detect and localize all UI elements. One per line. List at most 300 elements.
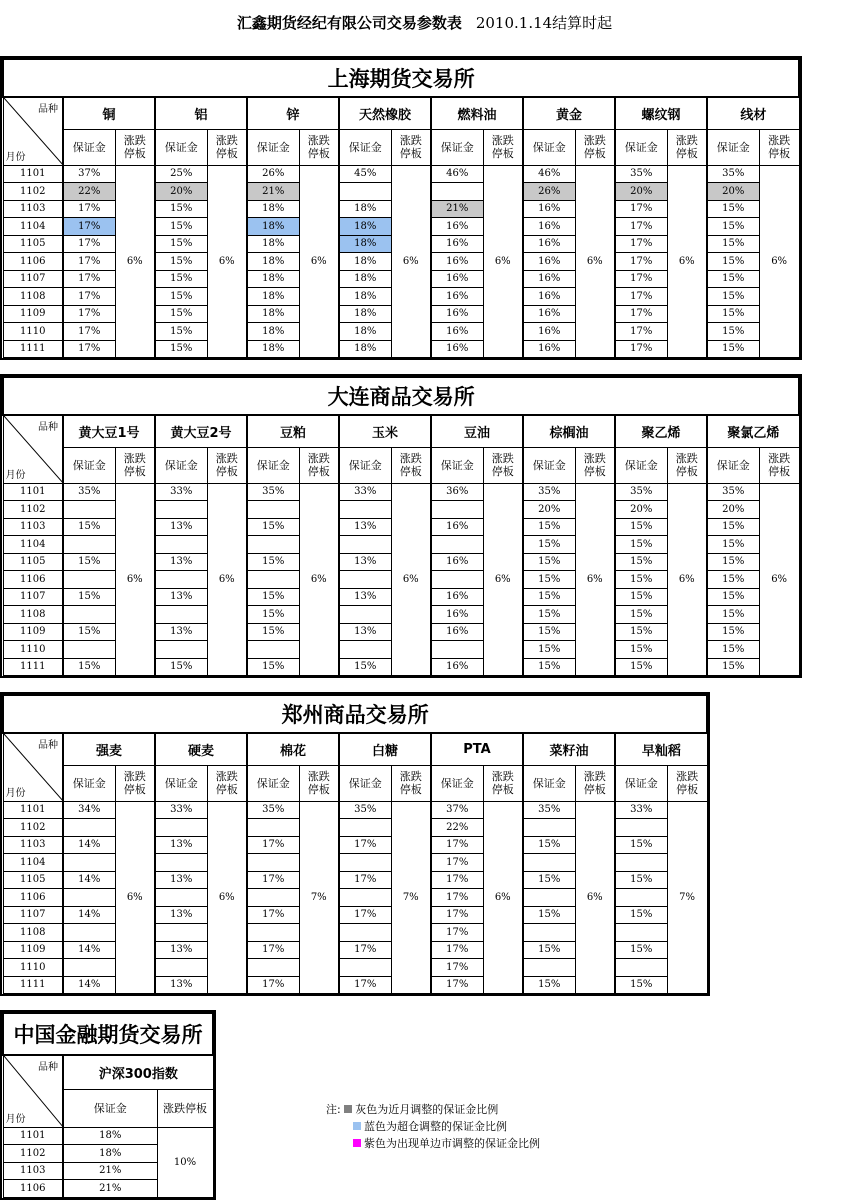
margin-cell: 15%: [707, 606, 759, 624]
month-cell: 1102: [3, 183, 63, 201]
margin-cell: 16%: [431, 218, 483, 236]
margin-header: 保证金: [523, 129, 575, 165]
limit-header: 涨跌停板: [575, 765, 615, 801]
margin-cell: 17%: [63, 270, 115, 288]
limit-cell: 6%: [483, 483, 523, 676]
month-cell: 1111: [3, 340, 63, 358]
margin-cell: 13%: [339, 518, 391, 536]
margin-cell: 15%: [523, 906, 575, 924]
limit-header: 涨跌停板: [483, 447, 523, 483]
margin-cell: 17%: [63, 340, 115, 358]
margin-cell: 15%: [707, 588, 759, 606]
variety-label: 品种: [38, 422, 58, 433]
margin-cell: 33%: [155, 483, 207, 501]
month-cell: 1102: [3, 1145, 63, 1163]
margin-cell: 15%: [247, 588, 299, 606]
limit-cell: 6%: [207, 801, 247, 994]
month-cell: 1103: [3, 518, 63, 536]
margin-cell: 35%: [707, 165, 759, 183]
month-cell: 1107: [3, 270, 63, 288]
margin-cell: 15%: [707, 270, 759, 288]
margin-cell: 17%: [615, 288, 667, 306]
margin-cell: 15%: [615, 571, 667, 589]
margin-cell: 15%: [707, 200, 759, 218]
margin-cell: 17%: [63, 323, 115, 341]
margin-cell: 26%: [247, 165, 299, 183]
margin-cell: [339, 501, 391, 519]
page-title: [0, 12, 849, 33]
limit-cell: 6%: [115, 483, 155, 676]
margin-cell: 14%: [63, 836, 115, 854]
month-cell: 1104: [3, 536, 63, 554]
margin-cell: 16%: [431, 588, 483, 606]
variety-label: 品种: [38, 1062, 58, 1073]
margin-cell: 17%: [431, 976, 483, 994]
margin-cell: 18%: [63, 1145, 157, 1163]
product-name: 铝: [155, 97, 247, 129]
margin-cell: 15%: [155, 253, 207, 271]
margin-cell: 20%: [155, 183, 207, 201]
margin-cell: 15%: [707, 305, 759, 323]
product-name: 豆粕: [247, 415, 339, 447]
corner-cell: [3, 97, 63, 165]
margin-cell: [247, 854, 299, 872]
margin-cell: 17%: [615, 270, 667, 288]
margin-cell: 16%: [523, 200, 575, 218]
margin-cell: 15%: [155, 323, 207, 341]
margin-cell: 15%: [339, 658, 391, 676]
margin-cell: 15%: [615, 836, 667, 854]
month-cell: 1101: [3, 1127, 63, 1145]
limit-cell: 6%: [575, 801, 615, 994]
margin-cell: 13%: [155, 623, 207, 641]
margin-header: 保证金: [155, 129, 207, 165]
limit-cell: 7%: [299, 801, 339, 994]
margin-cell: [339, 536, 391, 554]
margin-cell: 18%: [247, 235, 299, 253]
product-name: 棕榈油: [523, 415, 615, 447]
limit-header: 涨跌停板: [207, 447, 247, 483]
margin-cell: 16%: [431, 235, 483, 253]
margin-cell: 17%: [339, 871, 391, 889]
margin-cell: 21%: [63, 1162, 157, 1180]
title-date: 2010.1.14结算时起: [475, 14, 613, 32]
table-row: [3, 483, 799, 501]
margin-cell: 17%: [339, 906, 391, 924]
limit-header: 涨跌停板: [157, 1089, 213, 1127]
margin-header: 保证金: [523, 765, 575, 801]
margin-cell: [339, 183, 391, 201]
margin-cell: 17%: [63, 200, 115, 218]
month-cell: 1110: [3, 323, 63, 341]
margin-cell: 13%: [155, 906, 207, 924]
margin-cell: 15%: [155, 200, 207, 218]
margin-cell: 16%: [431, 305, 483, 323]
margin-cell: 20%: [523, 501, 575, 519]
margin-cell: 17%: [339, 941, 391, 959]
margin-cell: 37%: [431, 801, 483, 819]
product-name: 玉米: [339, 415, 431, 447]
margin-cell: 26%: [523, 183, 575, 201]
limit-cell: 7%: [667, 801, 707, 994]
margin-cell: 17%: [431, 836, 483, 854]
limit-header: 涨跌停板: [115, 129, 155, 165]
margin-cell: [431, 571, 483, 589]
product-name: 菜籽油: [523, 733, 615, 765]
product-name: 天然橡胶: [339, 97, 431, 129]
margin-cell: 15%: [523, 941, 575, 959]
margin-cell: 15%: [707, 253, 759, 271]
limit-cell: 6%: [115, 801, 155, 994]
margin-cell: [339, 641, 391, 659]
limit-cell: 6%: [759, 483, 799, 676]
exchange-table-dce: [2, 376, 800, 676]
month-cell: 1106: [3, 253, 63, 271]
margin-cell: [523, 854, 575, 872]
margin-cell: [63, 606, 115, 624]
margin-cell: 35%: [615, 483, 667, 501]
margin-cell: 15%: [523, 606, 575, 624]
limit-header: 涨跌停板: [299, 447, 339, 483]
legend-text: 蓝色为超仓调整的保证金比例: [364, 1120, 507, 1133]
exchange-table-shfe: [2, 58, 800, 358]
legend-row-gray: [326, 1101, 540, 1118]
limit-header: 涨跌停板: [299, 129, 339, 165]
margin-cell: [63, 501, 115, 519]
margin-cell: 17%: [63, 305, 115, 323]
margin-header: 保证金: [247, 129, 299, 165]
margin-cell: 16%: [431, 288, 483, 306]
margin-cell: 16%: [523, 323, 575, 341]
margin-cell: 15%: [707, 218, 759, 236]
margin-cell: 16%: [523, 340, 575, 358]
margin-header: 保证金: [431, 447, 483, 483]
margin-cell: 13%: [155, 871, 207, 889]
blue-square-icon: [353, 1122, 361, 1130]
exchange-name: 上海期货交易所: [3, 59, 799, 97]
margin-cell: 18%: [63, 1127, 157, 1145]
margin-cell: [63, 924, 115, 942]
legend: [326, 1101, 540, 1152]
month-cell: 1105: [3, 871, 63, 889]
month-cell: 1107: [3, 906, 63, 924]
margin-cell: [155, 501, 207, 519]
month-cell: 1111: [3, 976, 63, 994]
product-name: 黄大豆1号: [63, 415, 155, 447]
margin-cell: 17%: [431, 854, 483, 872]
margin-cell: 17%: [339, 976, 391, 994]
title-text: 汇鑫期货经纪有限公司交易参数表: [236, 14, 462, 32]
margin-cell: 35%: [247, 801, 299, 819]
margin-cell: 17%: [615, 200, 667, 218]
margin-cell: 34%: [63, 801, 115, 819]
margin-cell: 17%: [431, 941, 483, 959]
limit-header: 涨跌停板: [667, 447, 707, 483]
margin-cell: 37%: [63, 165, 115, 183]
margin-cell: 18%: [339, 270, 391, 288]
month-cell: 1109: [3, 941, 63, 959]
margin-cell: 25%: [155, 165, 207, 183]
product-name: 豆油: [431, 415, 523, 447]
month-cell: 1102: [3, 819, 63, 837]
margin-cell: [247, 959, 299, 977]
margin-cell: 45%: [339, 165, 391, 183]
margin-cell: 17%: [615, 340, 667, 358]
margin-cell: 17%: [63, 218, 115, 236]
month-cell: 1108: [3, 288, 63, 306]
month-cell: 1111: [3, 658, 63, 676]
margin-cell: 15%: [615, 641, 667, 659]
table-row: [3, 1127, 213, 1145]
product-name: 黄大豆2号: [155, 415, 247, 447]
margin-cell: [523, 889, 575, 907]
limit-header: 涨跌停板: [575, 447, 615, 483]
margin-cell: 15%: [707, 623, 759, 641]
month-label: 月份: [5, 1113, 26, 1125]
limit-cell: 6%: [207, 483, 247, 676]
corner-cell: [3, 1055, 63, 1127]
margin-cell: 15%: [523, 976, 575, 994]
margin-cell: [339, 959, 391, 977]
margin-cell: 15%: [707, 323, 759, 341]
margin-cell: 15%: [523, 588, 575, 606]
month-cell: 1105: [3, 553, 63, 571]
margin-cell: 18%: [247, 305, 299, 323]
limit-header: 涨跌停板: [575, 129, 615, 165]
margin-header: 保证金: [63, 1089, 157, 1127]
margin-cell: 15%: [247, 553, 299, 571]
margin-cell: 15%: [155, 218, 207, 236]
margin-header: 保证金: [339, 447, 391, 483]
margin-cell: 15%: [63, 518, 115, 536]
margin-cell: [247, 641, 299, 659]
variety-label: 品种: [38, 740, 58, 751]
product-name: 铜: [63, 97, 155, 129]
exchange-table-cffex: [2, 1012, 214, 1198]
margin-cell: 13%: [155, 941, 207, 959]
exchange-name-row: [3, 59, 799, 97]
margin-cell: 15%: [523, 836, 575, 854]
margin-cell: [247, 501, 299, 519]
margin-cell: 13%: [155, 518, 207, 536]
margin-cell: 15%: [247, 623, 299, 641]
exchange-table-czce: [2, 694, 708, 994]
margin-cell: 15%: [615, 906, 667, 924]
limit-cell: 7%: [391, 801, 431, 994]
product-name: 白糖: [339, 733, 431, 765]
month-cell: 1110: [3, 959, 63, 977]
margin-cell: 35%: [339, 801, 391, 819]
margin-cell: 15%: [615, 871, 667, 889]
limit-header: 涨跌停板: [115, 447, 155, 483]
table-row: [3, 165, 799, 183]
margin-cell: 17%: [431, 889, 483, 907]
legend-text: 灰色为近月调整的保证金比例: [355, 1103, 499, 1116]
margin-cell: [615, 854, 667, 872]
product-name: 棉花: [247, 733, 339, 765]
margin-cell: 15%: [707, 641, 759, 659]
margin-cell: [155, 606, 207, 624]
product-row: [3, 1055, 213, 1089]
subheader-row: [3, 129, 799, 165]
margin-header: 保证金: [155, 765, 207, 801]
margin-cell: [155, 819, 207, 837]
margin-cell: [431, 183, 483, 201]
margin-cell: 21%: [431, 200, 483, 218]
margin-cell: [63, 889, 115, 907]
margin-cell: [63, 536, 115, 554]
margin-cell: [339, 889, 391, 907]
margin-cell: 15%: [615, 623, 667, 641]
table-row: [3, 801, 707, 819]
month-cell: 1109: [3, 305, 63, 323]
margin-cell: 15%: [523, 536, 575, 554]
margin-cell: 17%: [247, 976, 299, 994]
limit-cell: 6%: [483, 801, 523, 994]
exchange-name: 大连商品交易所: [3, 377, 799, 415]
margin-cell: 18%: [247, 288, 299, 306]
margin-cell: 15%: [615, 536, 667, 554]
month-cell: 1106: [3, 571, 63, 589]
limit-cell: 6%: [391, 483, 431, 676]
margin-cell: 33%: [339, 483, 391, 501]
margin-cell: 17%: [431, 871, 483, 889]
margin-cell: 33%: [615, 801, 667, 819]
margin-cell: [431, 641, 483, 659]
margin-cell: 17%: [247, 836, 299, 854]
margin-cell: 17%: [615, 235, 667, 253]
margin-cell: 16%: [431, 340, 483, 358]
margin-cell: 18%: [339, 305, 391, 323]
margin-cell: 15%: [523, 641, 575, 659]
margin-cell: 15%: [707, 288, 759, 306]
margin-cell: 17%: [431, 924, 483, 942]
month-label: 月份: [5, 469, 26, 481]
month-cell: 1108: [3, 924, 63, 942]
month-cell: 1103: [3, 200, 63, 218]
month-label: 月份: [5, 787, 26, 799]
legend-row-blue: [326, 1118, 540, 1135]
margin-cell: 35%: [63, 483, 115, 501]
limit-cell: 6%: [299, 483, 339, 676]
limit-cell: 6%: [759, 165, 799, 358]
margin-cell: 15%: [155, 235, 207, 253]
margin-cell: [615, 959, 667, 977]
margin-cell: 14%: [63, 941, 115, 959]
margin-header: 保证金: [63, 129, 115, 165]
margin-cell: 35%: [707, 483, 759, 501]
margin-cell: 35%: [523, 483, 575, 501]
margin-cell: [155, 854, 207, 872]
margin-cell: 17%: [615, 323, 667, 341]
limit-cell: 6%: [575, 483, 615, 676]
margin-cell: 18%: [247, 323, 299, 341]
margin-cell: [247, 536, 299, 554]
product-name: PTA: [431, 733, 523, 765]
limit-header: 涨跌停板: [391, 447, 431, 483]
month-cell: 1109: [3, 623, 63, 641]
margin-cell: 15%: [615, 518, 667, 536]
margin-header: 保证金: [523, 447, 575, 483]
margin-cell: [523, 819, 575, 837]
product-name: 聚乙烯: [615, 415, 707, 447]
margin-cell: 16%: [431, 253, 483, 271]
margin-header: 保证金: [707, 447, 759, 483]
margin-cell: 15%: [247, 606, 299, 624]
exchange-name: 郑州商品交易所: [3, 695, 707, 733]
limit-cell: 6%: [391, 165, 431, 358]
exchange-name-row: [3, 695, 707, 733]
margin-cell: 17%: [247, 871, 299, 889]
margin-cell: [339, 571, 391, 589]
margin-cell: [155, 536, 207, 554]
variety-label: 品种: [38, 104, 58, 115]
margin-cell: 18%: [339, 218, 391, 236]
margin-cell: [523, 924, 575, 942]
limit-cell: 10%: [157, 1127, 213, 1197]
margin-cell: 17%: [615, 253, 667, 271]
margin-cell: [523, 959, 575, 977]
margin-cell: 35%: [247, 483, 299, 501]
margin-cell: [63, 819, 115, 837]
month-cell: 1106: [3, 1180, 63, 1198]
margin-cell: 15%: [523, 553, 575, 571]
legend-text: 紫色为出现单边市调整的保证金比例: [364, 1137, 540, 1150]
month-cell: 1104: [3, 218, 63, 236]
month-cell: 1103: [3, 1162, 63, 1180]
margin-cell: 18%: [339, 253, 391, 271]
margin-cell: 20%: [615, 501, 667, 519]
product-row: [3, 415, 799, 447]
margin-cell: 18%: [247, 218, 299, 236]
margin-cell: 15%: [615, 658, 667, 676]
margin-cell: 36%: [431, 483, 483, 501]
limit-cell: 6%: [115, 165, 155, 358]
margin-cell: 13%: [339, 588, 391, 606]
month-cell: 1103: [3, 836, 63, 854]
margin-cell: 16%: [523, 270, 575, 288]
margin-cell: 18%: [339, 235, 391, 253]
margin-header: 保证金: [431, 129, 483, 165]
magenta-square-icon: [353, 1139, 361, 1147]
margin-cell: [155, 889, 207, 907]
exchange-name: 中国金融期货交易所: [3, 1013, 213, 1055]
limit-header: 涨跌停板: [759, 447, 799, 483]
margin-cell: 13%: [155, 976, 207, 994]
margin-cell: 14%: [63, 871, 115, 889]
margin-cell: 15%: [615, 553, 667, 571]
margin-cell: 35%: [615, 165, 667, 183]
margin-cell: 17%: [431, 959, 483, 977]
product-name: 聚氯乙烯: [707, 415, 799, 447]
margin-header: 保证金: [247, 765, 299, 801]
product-name: 燃料油: [431, 97, 523, 129]
margin-cell: 18%: [339, 288, 391, 306]
month-cell: 1104: [3, 854, 63, 872]
limit-cell: 6%: [483, 165, 523, 358]
margin-cell: 20%: [707, 183, 759, 201]
subheader-row: [3, 765, 707, 801]
margin-cell: [339, 924, 391, 942]
limit-cell: 6%: [667, 483, 707, 676]
margin-cell: 16%: [431, 323, 483, 341]
margin-cell: 16%: [431, 623, 483, 641]
limit-header: 涨跌停板: [483, 765, 523, 801]
product-name: 锌: [247, 97, 339, 129]
margin-cell: 17%: [63, 253, 115, 271]
margin-cell: 16%: [431, 658, 483, 676]
margin-cell: 46%: [431, 165, 483, 183]
